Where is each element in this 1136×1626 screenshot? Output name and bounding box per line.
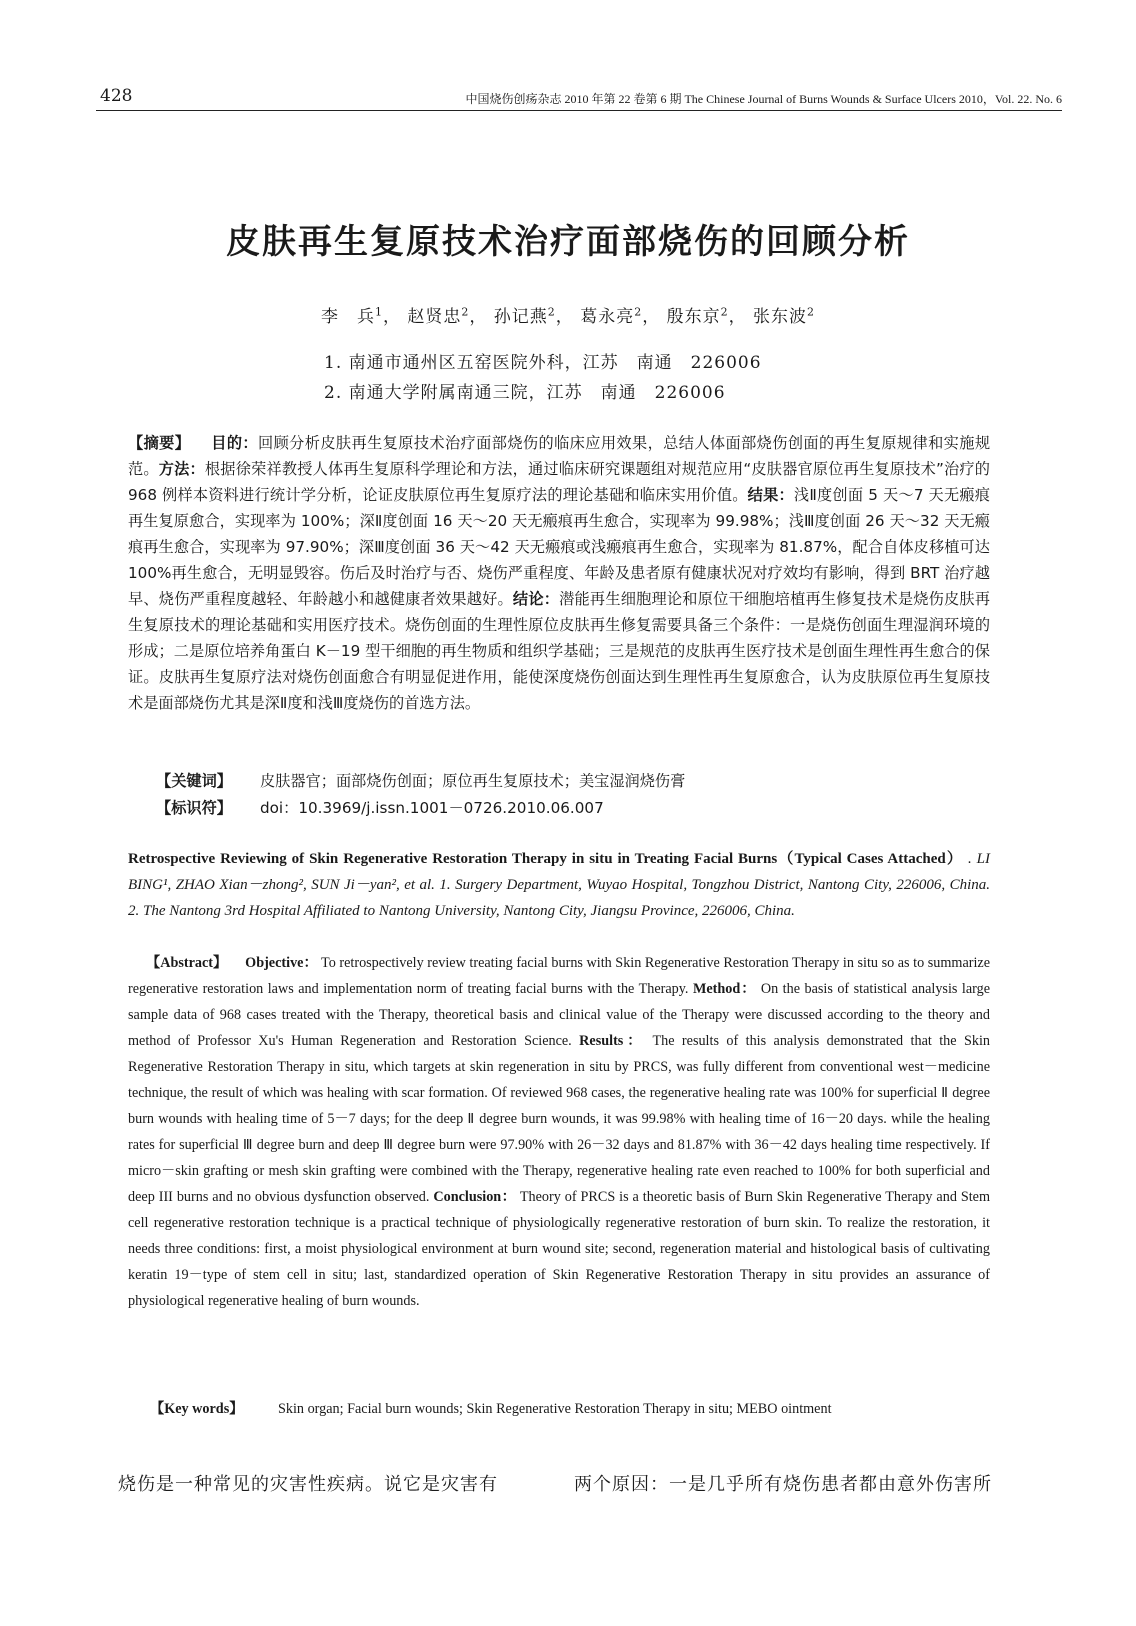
- keywords-label-en: 【Key words】: [150, 1401, 244, 1417]
- abstract-label-en: 【Abstract】: [146, 955, 228, 971]
- english-byline: . LI BING¹, ZHAO Xian－zhong², SUN Ji－yan², et al. 1. Surgery Department, Wuyao Hospital, Tongzhou District, Nantong City, 226006, China. 2. The Nantong 3rd Hospital Affiliated to Nantong University, Nantong City, Jiangsu Province, 226006, China.: [128, 851, 991, 919]
- article-title-zh: 皮肤再生复原技术治疗面部烧伤的回顾分析: [226, 222, 910, 262]
- keywords-en: [150, 1398, 990, 1418]
- conclusion-text: 潜能再生细胞理论和原位干细胞培植再生修复技术是烧伤皮肤再生复原技术的理论基础和实用医疗技术。烧伤创面的生理性原位皮肤再生修复需要具备三个条件：一是烧伤创面生理湿润环境的形成；二是原位培养角蛋白 K－19 型干细胞的再生物质和组织学基础；三是规范的皮肤再生医疗技术是创面生理性再生愈合的保证。皮肤再生复原疗法对烧伤创面愈合有明显促进作用，能使深度烧伤创面达到生理性再生复原愈合，认为皮肤原位再生复原技术是面部烧伤尤其是深Ⅱ度和浅Ⅲ度烧伤的首选方法。: [128, 590, 991, 712]
- author: 张东波$^2$: [753, 305, 816, 327]
- author: 殷东京$^2$: [666, 305, 729, 327]
- keywords-zh: [156, 770, 685, 791]
- objective-text: 回顾分析皮肤再生复原技术治疗面部烧伤的临床应用效果，总结人体面部烧伤创面的再生复原规律和实施规范。: [128, 434, 991, 478]
- affiliation-1: 1. 南通市通州区五窑医院外科，江苏 南通 226006: [324, 353, 762, 373]
- doi-text: doi：10.3969/j.issn.1001－0726.2010.06.007: [260, 799, 604, 817]
- keywords-text: 皮肤器官；面部烧伤创面；原位再生复原技术；美宝湿润烧伤膏: [260, 772, 686, 790]
- keywords-text-en: Skin organ; Facial burn wounds; Skin Regenerative Restoration Therapy in situ; MEBO ointment: [278, 1401, 832, 1417]
- author: 孙记燕$^2$: [493, 305, 556, 327]
- doi-identifier: [156, 797, 604, 818]
- conclusion-text-en: Theory of PRCS is a theoretic basis of Burn Skin Regenerative Therapy and Stem cell regenerative restoration technique is a practical technique of physiologically regenerative restoration of burn skin. To realize the restoration, it needs three conditions: first, a moist physiological environment at burn wound site; second, regeneration material and histological basis of cultivating keratin 19－type of stem cell in situ; last, standardized operation of Skin Regenerative Restoration Therapy in situ provides an assurance of physiological regenerative healing of burn wounds.: [128, 1189, 991, 1309]
- method-text-en: On the basis of statistical analysis large sample data of 968 cases treated with the Therapy, theoretical basis and clinical value of the Therapy were discussed according to the theory and method of Professor Xu's Human Regeneration and Restoration Science.: [128, 981, 991, 1049]
- abstract-zh: [128, 430, 990, 716]
- author: 赵贤忠$^2$: [407, 305, 470, 327]
- result-text: 浅Ⅱ度创面 5 天～7 天无瘢痕再生复原愈合，实现率为 100%；深Ⅱ度创面 16 天～20 天无瘢痕再生愈合，实现率为 99.98%；浅Ⅲ度创面 26 天～32 天无瘢痕再生愈合，实现率为 97.90%；深Ⅲ度创面 36 天～42 天无瘢痕或浅瘢痕再生愈合，实现率为 81.87%，配合自体皮移植可达 100%再生愈合，无明显毁容。伤后及时治疗与否、烧伤严重程度、年龄及患者原有健康状况对疗效均有影响，得到 BRT 治疗越早、烧伤严重程度越轻、年龄越小和越健康者效果越好。: [128, 486, 990, 608]
- body-text-right-column: 两个原因：一是几乎所有烧伤患者都由意外伤害所: [574, 1474, 992, 1495]
- author: 李 兵$^1$: [320, 305, 383, 327]
- result-label: 结果：: [747, 486, 794, 504]
- identifier-label: 【标识符】: [156, 799, 232, 817]
- method-label: 方法：: [158, 460, 205, 478]
- author: 葛永亮$^2$: [580, 305, 643, 327]
- abstract-en: [128, 950, 990, 1314]
- results-text-en: The results of this analysis demonstrated that the Skin Regenerative Restoration Therapy in situ, which targets at skin regeneration in situ by PRCS, was fully different from conventional west－medicine technique, the result of which was healing with scar formation. Of reviewed 968 cases, the regenerative healing rate was 100% for superficial Ⅱ degree burn wounds with healing time of 5－7 days; for the deep Ⅱ degree burn wounds, it was 99.98% with healing time of 16－20 days. while the healing rates for superficial Ⅲ degree burn and deep Ⅲ degree burn were 97.90% with 26－32 days and 81.87% with 36－42 days healing time respectively. If micro－skin grafting or mesh skin grafting were combined with the Therapy, regenerative healing rate even reached to 100% for both superficial and deep III burns and no obvious dysfunction observed.: [128, 1033, 991, 1205]
- author-list: 李 兵$^1$， 赵贤忠$^2$， 孙记燕$^2$， 葛永亮$^2$， 殷东京$^2$， 张东波$^2$: [320, 305, 816, 327]
- objective-label-en: Objective：: [245, 955, 318, 971]
- article-title-en: Retrospective Reviewing of Skin Regenerative Restoration Therapy in situ in Treating Facial Burns（Typical Cases Attached）: [128, 851, 964, 867]
- english-title-block: [128, 846, 990, 924]
- results-label-en: Results：: [579, 1033, 646, 1049]
- method-text: 根据徐荣祥教授人体再生复原科学理论和方法，通过临床研究课题组对规范应用“皮肤器官原位再生复原技术”治疗的 968 例样本资料进行统计学分析，论证皮肤原位再生复原疗法的理论基础和临床实用价值。: [128, 460, 990, 504]
- method-label-en: Method：: [692, 981, 757, 997]
- journal-running-head: 中国烧伤创疡杂志 2010 年第 22 卷第 6 期 The Chinese Journal of Burns Wounds & Surface Ulcers 2010，Vol. 22. No. 6: [465, 92, 1062, 106]
- keywords-label: 【关键词】: [156, 772, 232, 790]
- running-header: [96, 84, 1062, 111]
- conclusion-label: 结论：: [512, 590, 560, 608]
- conclusion-label-en: Conclusion：: [433, 1189, 517, 1205]
- objective-text-en: To retrospectively review treating facial burns with Skin Regenerative Restoration Therapy in situ so as to summarize regenerative restoration laws and implementation norm of treating facial burns with the Therapy.: [128, 955, 991, 997]
- abstract-label: 【摘要】: [128, 434, 191, 452]
- page-number: 428: [100, 86, 133, 106]
- affiliation-2: 2. 南通大学附属南通三院，江苏 南通 226006: [324, 383, 726, 403]
- objective-label: 目的：: [211, 434, 258, 452]
- body-text-left-column: 烧伤是一种常见的灾害性疾病。说它是灾害有: [118, 1474, 498, 1495]
